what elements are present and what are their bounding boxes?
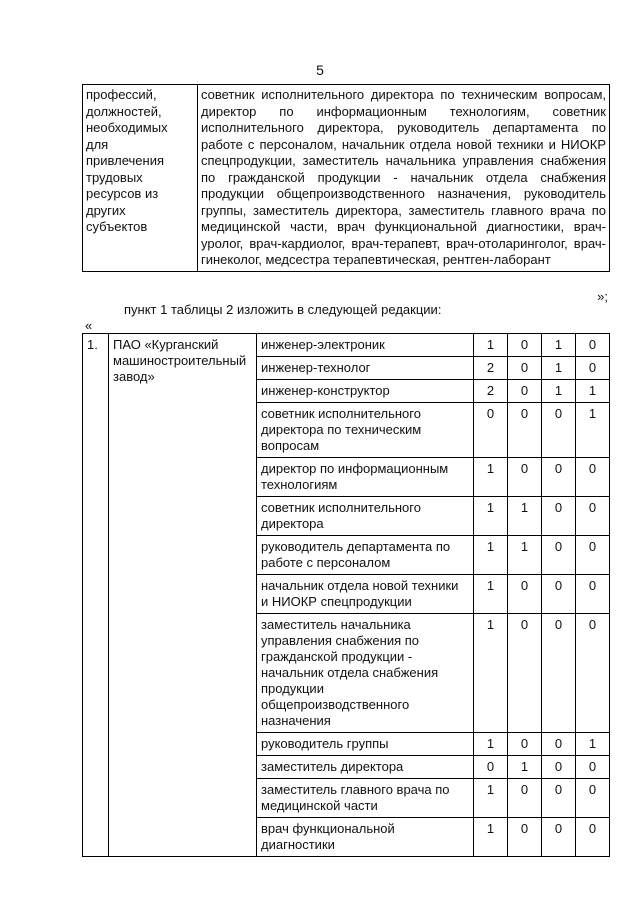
value-cell: 0 [508, 334, 542, 357]
amendment-instruction: пункт 1 таблицы 2 изложить в следующей редакции: [124, 302, 442, 317]
value-cell: 0 [508, 458, 542, 497]
value-cell: 2 [474, 357, 508, 380]
value-cell: 0 [542, 614, 576, 733]
value-cell: 0 [542, 756, 576, 779]
table-row [83, 334, 610, 357]
profession-cell: руководитель департамента по работе с персоналом [257, 536, 474, 575]
profession-cell: заместитель начальника управления снабжения по гражданской продукции - начальник отдела снабжения продукции общепроизводственного назначения [257, 614, 474, 733]
profession-cell: директор по информационным технологиям [257, 458, 474, 497]
value-cell: 1 [508, 497, 542, 536]
value-cell: 0 [576, 614, 610, 733]
profession-cell: инженер-конструктор [257, 380, 474, 403]
profession-cell: заместитель главного врача по медицинской части [257, 779, 474, 818]
value-cell: 0 [542, 779, 576, 818]
row-number: 1. [83, 334, 109, 857]
value-cell: 0 [576, 536, 610, 575]
profession-cell: врач функциональной диагностики [257, 818, 474, 857]
value-cell: 1 [542, 334, 576, 357]
value-cell: 0 [542, 733, 576, 756]
value-cell: 0 [474, 403, 508, 458]
value-cell: 1 [576, 403, 610, 458]
value-cell: 0 [508, 380, 542, 403]
value-cell: 1 [474, 733, 508, 756]
value-cell: 0 [576, 575, 610, 614]
value-cell: 1 [576, 733, 610, 756]
professions-table-fragment [82, 84, 610, 272]
value-cell: 0 [576, 458, 610, 497]
value-cell: 1 [474, 536, 508, 575]
value-cell: 0 [508, 403, 542, 458]
profession-cell: инженер-технолог [257, 357, 474, 380]
value-cell: 0 [508, 575, 542, 614]
value-cell: 0 [508, 357, 542, 380]
value-cell: 0 [542, 818, 576, 857]
value-cell: 1 [508, 756, 542, 779]
value-cell: 0 [576, 818, 610, 857]
value-cell: 0 [508, 733, 542, 756]
page-number: 5 [316, 62, 324, 78]
value-cell: 1 [542, 380, 576, 403]
value-cell: 1 [474, 497, 508, 536]
value-cell: 1 [542, 357, 576, 380]
profession-cell: руководитель группы [257, 733, 474, 756]
value-cell: 1 [474, 779, 508, 818]
value-cell: 0 [576, 357, 610, 380]
value-cell: 0 [576, 497, 610, 536]
value-cell: 2 [474, 380, 508, 403]
value-cell: 0 [542, 536, 576, 575]
opening-quote: « [85, 318, 93, 333]
value-cell: 0 [542, 403, 576, 458]
value-cell: 0 [576, 779, 610, 818]
value-cell: 0 [542, 497, 576, 536]
value-cell: 0 [576, 334, 610, 357]
table-row [83, 85, 610, 272]
value-cell: 0 [576, 756, 610, 779]
value-cell: 1 [474, 575, 508, 614]
value-cell: 0 [542, 575, 576, 614]
closing-quote: »; [597, 289, 608, 304]
profession-cell: инженер-электроник [257, 334, 474, 357]
value-cell: 0 [474, 756, 508, 779]
value-cell: 1 [474, 458, 508, 497]
profession-cell: заместитель директора [257, 756, 474, 779]
value-cell: 0 [508, 779, 542, 818]
value-cell: 1 [474, 334, 508, 357]
value-cell: 1 [576, 380, 610, 403]
value-cell: 1 [508, 536, 542, 575]
value-cell: 0 [508, 818, 542, 857]
value-cell: 1 [474, 818, 508, 857]
value-cell: 0 [508, 614, 542, 733]
profession-cell: начальник отдела новой техники и НИОКР спецпродукции [257, 575, 474, 614]
profession-cell: советник исполнительного директора по техническим вопросам [257, 403, 474, 458]
value-cell: 0 [542, 458, 576, 497]
table-cell-professions-list: советник исполнительного директора по техническим вопросам, директор по информационным технологиям, советник исполнительного директора, руководитель департамента по работе с персоналом, начальник отдела новой техники и НИОКР спецпродукции, заместитель начальника управления снабжения по гражданской продукции - начальник отдела снабжения продукции общепроизводственного назначения, руководитель группы, заместитель директора, заместитель главного врача по медицинской части, врач функциональной диагностики, врач-уролог, врач-кардиолог, врач-терапевт, врач-отоларинголог, врач-гинеколог, медсестра терапевтическая, рентген-лаборант [198, 85, 610, 272]
value-cell: 1 [474, 614, 508, 733]
vacancies-table [82, 333, 610, 857]
vacancies-table-body [83, 334, 610, 857]
organization-name: ПАО «Курганский машиностроительный завод» [109, 334, 257, 857]
table-cell-label: профессий, должностей, необходимых для привлечения трудовых ресурсов из других субъектов [83, 85, 198, 272]
profession-cell: советник исполнительного директора [257, 497, 474, 536]
